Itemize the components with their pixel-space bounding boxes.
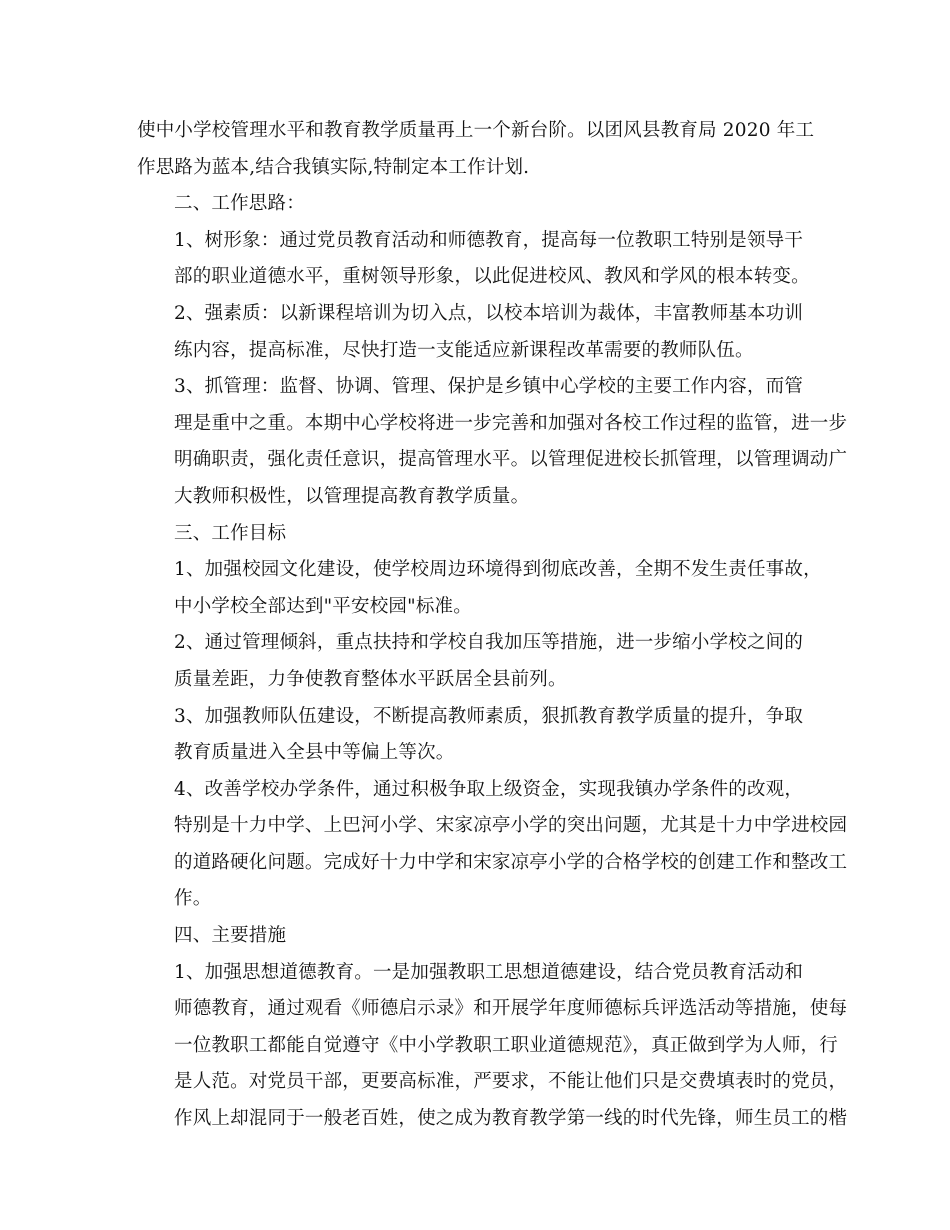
text-line: 三、工作目标 [174,522,287,544]
text-line: 作风上却混同于一般老百姓，使之成为教育教学第一线的时代先锋，师生员工的楷 [174,1108,848,1130]
text-line: 是人范。对党员干部，更要高标准，严要求，不能让他们只是交费填表时的党员， [174,1071,848,1093]
text-line: 四、主要措施 [174,925,287,947]
text-line: 一位教职工都能自觉遵守《中小学教职工职业道德规范》，真正做到学为人师，行 [174,1034,838,1056]
document-body [137,113,848,1138]
text-line: 使中小学校管理水平和教育教学质量再上一个新台阶。以团风县教育局 2020 年工 [137,120,815,141]
paragraph-goal-4 [137,772,848,918]
text-line: 二、工作思路： [174,193,305,215]
text-line: 特别是十力中学、上巴河小学、宋家凉亭小学的突出问题，尤其是十力中学进校园 [174,815,848,837]
paragraph-goal-3 [137,699,823,772]
paragraph-management [137,369,848,515]
section-heading-main-measures [137,918,823,955]
text-line: 1、树形象：通过党员教育活动和师德教育，提高每一位教职工特别是领导干 [174,229,804,251]
text-line: 的道路硬化问题。完成好十力中学和宋家凉亭小学的合格学校的创建工作和整改工 [174,851,848,873]
text-line: 中小学校全部达到"平安校园"标准。 [174,595,472,617]
text-line: 1、加强思想道德教育。一是加强教职工思想道德建设，结合党员教育活动和 [174,961,804,983]
section-heading-work-ideas [137,186,823,223]
text-line: 1、加强校园文化建设，使学校周边环境得到彻底改善，全期不发生责任事故， [174,559,822,581]
paragraph-image-building [137,223,823,296]
paragraph-measure-1 [137,955,848,1138]
text-line: 作。 [174,888,212,910]
text-line: 大教师积极性，以管理提高教育教学质量。 [174,485,530,507]
text-line: 质量差距，力争使教育整体水平跃居全县前列。 [174,668,567,690]
text-line: 3、抓管理：监督、协调、管理、保护是乡镇中心学校的主要工作内容，而管 [174,376,804,398]
paragraph-quality [137,296,823,369]
paragraph-intro [137,113,823,186]
text-line: 2、强素质：以新课程培训为切入点，以校本培训为裁体，丰富教师基本功训 [174,302,804,324]
text-line: 练内容，提高标准，尽快打造一支能适应新课程改革需要的教师队伍。 [174,339,754,361]
text-line: 4、改善学校办学条件，通过积极争取上级资金，实现我镇办学条件的改观， [174,778,804,800]
text-line: 部的职业道德水平，重树领导形象，以此促进校风、教风和学风的根本转变。 [174,266,810,288]
text-line: 3、加强教师队伍建设，不断提高教师素质，狠抓教育教学质量的提升，争取 [174,705,804,727]
text-line: 明确职责，强化责任意识，提高管理水平。以管理促进校长抓管理，以管理调动广 [174,449,848,471]
text-line: 2、通过管理倾斜，重点扶持和学校自我加压等措施，进一步缩小学校之间的 [174,632,804,654]
section-heading-work-goals [137,516,823,553]
paragraph-goal-1 [137,552,823,625]
text-line: 师德教育，通过观看《师德启示录》和开展学年度师德标兵评选活动等措施，使每 [174,998,848,1020]
paragraph-goal-2 [137,625,823,698]
text-line: 理是重中之重。本期中心学校将进一步完善和加强对各校工作过程的监管，进一步 [174,412,848,434]
text-line: 教育质量进入全县中等偏上等次。 [174,742,455,764]
text-line: 作思路为蓝本,结合我镇实际,特制定本工作计划. [137,156,530,178]
